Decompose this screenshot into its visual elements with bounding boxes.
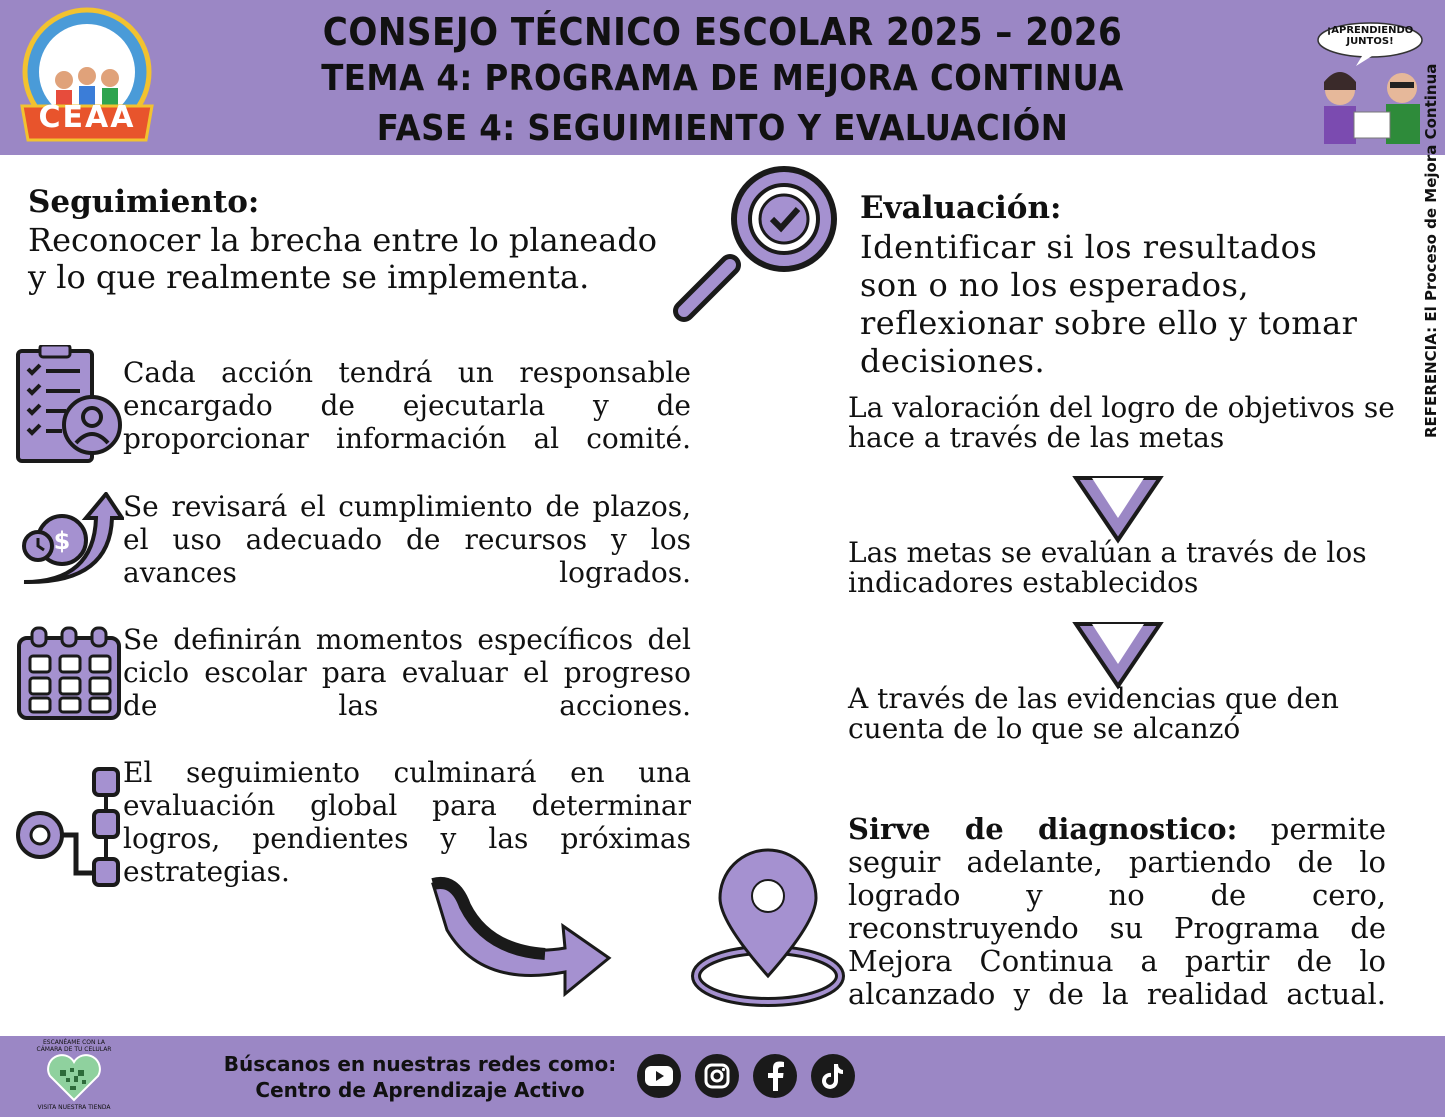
seguimiento-item-2: Se revisará el cumplimiento de plazos, el uso adecuado de recursos y los avances logrados.	[123, 490, 691, 589]
header-subtitle: TEMA 4: PROGRAMA DE MEJORA CONTINUA	[321, 58, 1124, 99]
evaluacion-step-3: A través de las evidencias que den cuenta de lo que se alcanzó	[848, 682, 1339, 745]
footer-line-2: Centro de Aprendizaje Activo	[255, 1078, 585, 1102]
evaluacion-title: Evaluación:	[860, 190, 1062, 226]
qr-bottom-text: VISITA NUESTRA TIENDA	[37, 1104, 111, 1111]
footer-line-1: Búscanos en nuestras redes como:	[223, 1052, 617, 1076]
diagnostico-bold: Sirve de diagnostico:	[848, 812, 1238, 846]
diagnostico-body: permite seguir adelante, partiendo de lo logrado y no de cero, reconstruyendo su Programa de Mejora Continua a partir de lo alcanzado y de la realidad actual.	[848, 812, 1386, 1011]
seguimiento-item-3: Se definirán momentos específicos del ciclo escolar para evaluar el progreso de las acciones.	[123, 623, 691, 722]
seguimiento-item-4: El seguimiento culminará en una evaluación global para determinar logros, pendientes y las próximas estrategias.	[123, 756, 691, 888]
aprendiendo-juntos-text: ¡APRENDIENDO JUNTOS!	[1326, 25, 1414, 47]
magnifier-check-icon	[672, 165, 844, 325]
process-path-icon	[14, 765, 124, 890]
evaluacion-step-1: La valoración del logro de objetivos se hace a través de las metas	[848, 391, 1395, 454]
location-pin-icon	[690, 848, 850, 1008]
reference-text: REFERENCIA: El Proceso de Mejora Continua	[1422, 63, 1440, 438]
seguimiento-title: Seguimiento:	[28, 184, 260, 220]
ceaa-logo-text: CEAA	[38, 100, 136, 135]
seguimiento-text: Reconocer la brecha entre lo planeado y lo que realmente se implementa.	[28, 221, 658, 296]
curved-arrow-icon	[425, 870, 615, 1000]
facebook-icon[interactable]	[753, 1054, 797, 1098]
diagnostico-text	[848, 813, 1386, 1011]
instagram-icon[interactable]	[695, 1054, 739, 1098]
evaluacion-step-2: Las metas se evalúan a través de los indicadores establecidos	[848, 536, 1367, 599]
evaluacion-text: Identificar si los resultados son o no los esperados, reflexionar sobre ello y tomar decisiones.	[860, 228, 1358, 380]
youtube-icon[interactable]	[637, 1054, 681, 1098]
qr-heart-icon[interactable]	[46, 1054, 102, 1102]
time-money-growth-icon	[14, 492, 124, 587]
seguimiento-item-1: Cada acción tendrá un responsable encargado de ejecutarla y de proporcionar información al comité.	[123, 356, 691, 455]
clipboard-user-icon	[14, 345, 124, 465]
svg-text:$: $	[53, 527, 71, 555]
qr-top-text: ESCANÉAME CON LA CÁMARA DE TU CELULAR	[36, 1039, 112, 1053]
calendar-icon	[16, 626, 122, 722]
header-phase: FASE 4: SEGUIMIENTO Y EVALUACIÓN	[376, 108, 1069, 149]
tiktok-icon[interactable]	[811, 1054, 855, 1098]
down-arrow-1-icon	[1072, 474, 1164, 544]
header-title: CONSEJO TÉCNICO ESCOLAR 2025 – 2026	[322, 10, 1123, 54]
down-arrow-2-icon	[1072, 620, 1164, 690]
